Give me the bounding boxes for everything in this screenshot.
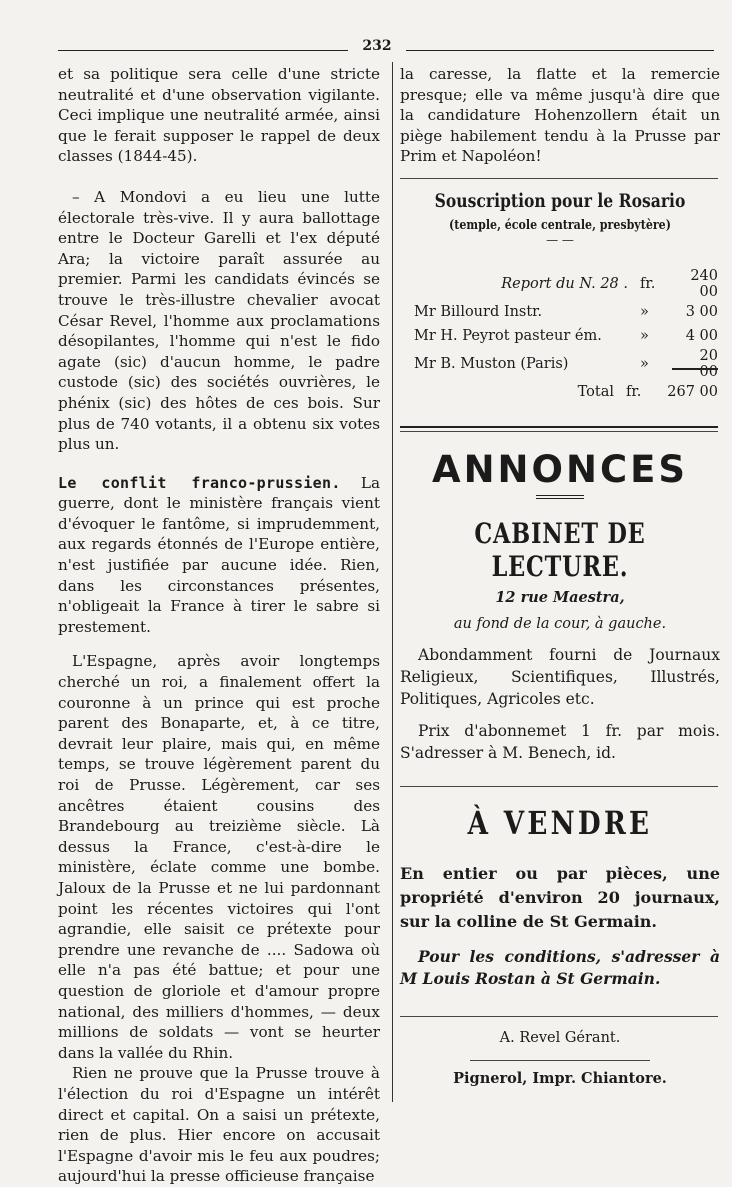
right-column-continuation	[400, 64, 720, 167]
annonces-section	[400, 448, 720, 764]
paragraph-caresse: la caresse, la flatte et la remercie presque; elle va même jusqu'à dire que la candidature Hohenzollern était un piège habilement tendu à la Prusse par Prim et Napoléon!	[400, 65, 720, 166]
total-currency: fr.	[626, 384, 642, 400]
total-rule	[672, 368, 718, 370]
printer-line: Pignerol, Impr. Chiantore.	[453, 1070, 667, 1087]
subscription-currency: »	[640, 356, 649, 372]
divider-footer-top	[400, 1016, 718, 1017]
subscription-amount: 240 00	[690, 268, 718, 300]
cabinet-title: CABINET DE LECTURE.	[474, 517, 646, 583]
total-label: Total	[577, 384, 614, 400]
vendre-section	[400, 804, 720, 990]
vendre-title: À VENDRE	[467, 804, 653, 842]
subscription-amount: 20 00	[699, 348, 718, 380]
paragraph-conflit-body: La guerre, dont le ministère français vient d'évoquer le fantôme, si imprudemment, aux regards étonnés de l'Europe entière, n'est justifiée par aucune idée. Rien, dans les circonstances présentes, n'obligeait la France à tirer le sabre si prestement.	[58, 473, 381, 636]
section-heading-conflit: Le conflit franco-prussien.	[58, 473, 341, 492]
annonces-title: ANNONCES	[431, 448, 689, 491]
cabinet-location: au fond de la cour, à gauche.	[453, 616, 667, 632]
page-number: 232	[362, 38, 392, 54]
cabinet-address: 12 rue Maestra,	[495, 589, 625, 606]
divider-subscription-top	[400, 178, 718, 179]
total-amount: 267 00	[667, 384, 718, 400]
divider-annonces-top-thin	[400, 431, 718, 432]
subscription-subtitle: (temple, école centrale, presbytère)	[449, 218, 671, 233]
subscription-currency: »	[640, 328, 649, 344]
divider-vendre-top	[400, 786, 718, 787]
header-rule-right	[406, 50, 714, 51]
paragraph-prusse: Rien ne prouve que la Prusse trouve à l'élection du roi d'Espagne un intérêt direct et capital. On a saisi un prétexte, rien de plus. Hier encore on accusait l'Espagne d'avoir mis le feu aux poudres; aujourd'hui la presse officieuse française	[58, 1064, 380, 1186]
vendre-conditions: Pour les conditions, s'adresser à M Louis Rostan à St Germain.	[400, 947, 720, 988]
annonces-double-rule	[536, 495, 584, 499]
gerant-line: A. Revel Gérant.	[499, 1030, 621, 1046]
cabinet-price: Prix d'abonnemet 1 fr. par mois. S'adresser à M. Benech, id.	[400, 722, 720, 762]
subscription-row	[400, 300, 720, 324]
paragraph-neutralite: et sa politique sera celle d'une stricte neutralité et d'une observation vigilante. Ceci implique une neutralité armée, ainsi que le ferait supposer le rappel de deux classes (1844-45).	[58, 65, 380, 166]
divider-footer-mid	[470, 1060, 650, 1061]
subscription-name: Report du N. 28 .	[501, 276, 628, 292]
paragraph-mondovi: – A Mondovi a eu lieu une lutte électorale très-vive. Il y aura ballottage entre le Docteur Garelli et l'ex député Ara; la victoire paraît assurée au premier. Parmi les candidats évincés se trouve le très-illustre chevalier avocat César Revel, l'homme aux proclamations désopilantes, l'homme qui n'est le fido agate (sic) d'aucun homme, le padre custode (sic) des sociétés ouvrières, le phénix (sic) des hôtes de ces bois. Sur plus de 740 votants, il a obtenu six votes plus un.	[58, 187, 380, 454]
paragraph-espagne: L'Espagne, après avoir longtemps cherché un roi, a finalement offert la couronne à un prince qui est proche parent des Bonaparte, et, à ce titre, devrait leur plaire, mais qui, en même temps, se trouve légèrement parent du roi de Prusse. Légèrement, car ses ancêtres étaient cousins des Brandebourg au treizième siècle. Là dessus la France, c'est-à-dire le ministère, éclate comme une bombe. Jaloux de la Prusse et ne lui pardonnant point les récentes victoires qui l'ont agrandie, elle saisit ce prétexte pour prendre une revanche de .... Sadowa où elle n'a pas été battue; et pour une question de gloriole et d'amour propre national, des milliers d'hommes, — deux millions de soldats — vont se heurter dans la vallée du Rhin.	[58, 652, 380, 1062]
page-header	[58, 38, 714, 60]
paragraph-conflit	[58, 473, 380, 638]
header-rule-left	[58, 50, 348, 51]
subscription-currency: »	[640, 304, 649, 320]
subscription-amount: 3 00	[685, 304, 718, 320]
subscription-name: Mr H. Peyrot pasteur ém.	[414, 328, 602, 344]
subscription-table	[400, 268, 720, 380]
column-divider	[392, 62, 393, 1102]
total-row	[400, 380, 720, 404]
subscription-name: Mr Billourd Instr.	[414, 304, 543, 320]
subscription-name: Mr B. Muston (Paris)	[414, 356, 569, 372]
subscription-section	[400, 190, 720, 245]
subscription-row	[400, 268, 720, 300]
subscription-currency: fr.	[640, 276, 656, 292]
subscription-amount: 4 00	[685, 328, 718, 344]
subscription-dash: — —	[546, 233, 574, 247]
subscription-row	[400, 348, 720, 380]
subscription-title: Souscription pour le Rosario	[434, 190, 686, 212]
left-column	[58, 64, 380, 1187]
subscription-total	[400, 380, 720, 404]
subscription-row	[400, 324, 720, 348]
vendre-description: En entier ou par pièces, une propriété d'environ 20 journaux, sur la colline de St Germain.	[400, 864, 720, 931]
cabinet-description: Abondamment fourni de Journaux Religieux, Scientifiques, Illustrés, Politiques, Agricoles etc.	[400, 646, 720, 708]
divider-annonces-top	[400, 426, 718, 428]
